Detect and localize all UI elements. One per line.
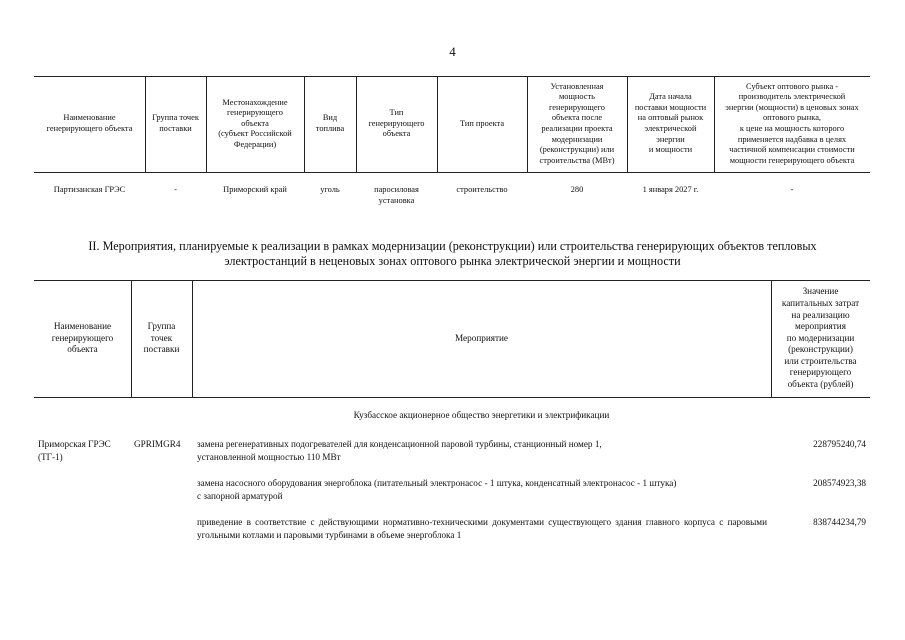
t2-header-measure: Мероприятие <box>455 332 508 343</box>
t1-row-market-subject: - <box>790 185 794 194</box>
t2-object-name: Приморская ГРЭС (ТГ-1) <box>38 439 111 462</box>
t1-row-location: Приморский край <box>223 185 287 194</box>
t2-header-name: Наименование генерирующего объекта <box>51 321 114 355</box>
t2-organization: Кузбасское акционерное общество энергетики и электрификации <box>353 410 610 420</box>
t2-delivery-group: GPRIMGR4 <box>134 439 181 449</box>
t1-header-location: Местонахождение генерирующего объекта (субъект Российской Федерации) <box>218 97 292 149</box>
t1-header-market-subject: Субъект оптового рынка - производитель электрической энергии (мощности) в ценовых зонах оптового рынка, к цене на мощность которого применяется надбавка в целях частичной компенсации стоимости мощности генерирующего объекта <box>725 81 859 165</box>
t2-measure-2: замена насосного оборудования энергоблока (питательный электронасос - 1 штука, конденсатный электронасос - 1 штука) с запорной арматурой <box>197 478 677 501</box>
t1-row-group: - <box>174 185 177 194</box>
t1-row-object-type: паросиловая установка <box>374 185 419 205</box>
t2-header-capex: Значение капитальных затрат на реализацию мероприятия по модернизации (реконструкции) или строительства генерирующего объекта (рублей) <box>781 286 860 390</box>
t2-measure-3: приведение в соответствие с действующими нормативно-техническими документами существующего здания главного корпуса с паровыми угольными котлами и паровыми турбинами в объеме энергоблока 1 <box>197 517 767 540</box>
t1-row-name: Партизанская ГРЭС <box>53 185 126 194</box>
section-title: II. Мероприятия, планируемые к реализации в рамках модернизации (реконструкции) или строительства генерирующих объектов тепловых электростанций в неценовых зонах оптового рынка электрической энергии и мощности <box>88 239 817 268</box>
t1-row-fuel: уголь <box>320 185 340 194</box>
t1-header-name: Наименование генерирующего объекта <box>46 113 133 133</box>
t1-header-project-type: Тип проекта <box>459 118 505 128</box>
t1-header-fuel: Вид топлива <box>315 113 345 133</box>
t1-row-project-type: строительство <box>456 185 508 194</box>
t1-row-capacity: 280 <box>570 185 584 194</box>
t1-header-object-type: Тип генерирующего объекта <box>368 108 425 139</box>
t1-header-group: Группа точек поставки <box>152 113 199 133</box>
t2-measure-1-value: 228795240,74 <box>813 439 866 449</box>
t2-measure-3-value: 838744234,79 <box>813 517 866 527</box>
page-number: 4 <box>449 44 456 59</box>
t1-header-capacity: Установленная мощность генерирующего объекта после реализации проекта модернизации (реконструкции) или строительства (МВт) <box>539 81 615 165</box>
t1-row-start-date: 1 января 2027 г. <box>642 185 699 194</box>
t1-header-start-date: Дата начала поставки мощности на оптовый рынок электрической энергии и мощности <box>634 92 707 155</box>
t2-header-group: Группа точек поставки <box>143 321 180 355</box>
t2-measure-2-value: 208574923,38 <box>813 478 866 488</box>
t2-measure-1: замена регенеративных подогревателей для конденсационной паровой турбины, станционный номер 1, установленной мощностью 110 МВт <box>197 439 602 462</box>
